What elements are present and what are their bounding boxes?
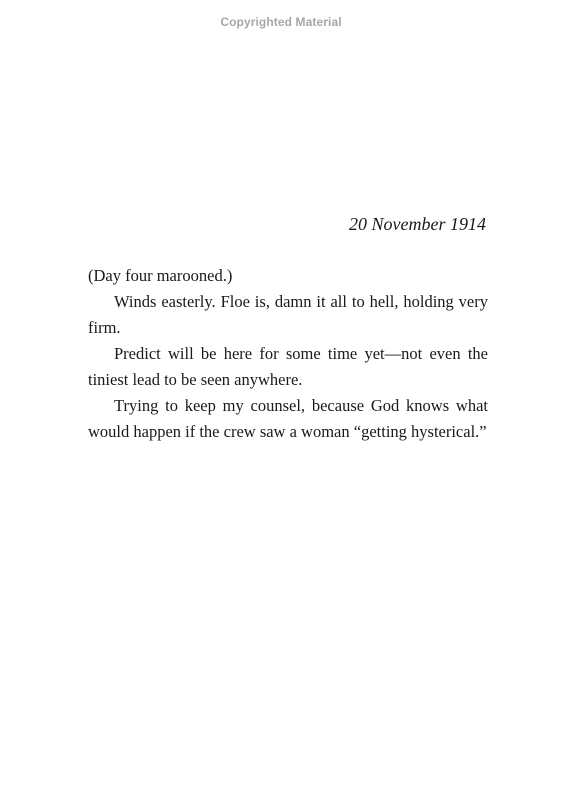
paragraph-day-note: (Day four marooned.) bbox=[88, 266, 233, 285]
copyright-watermark: Copyrighted Material bbox=[220, 15, 342, 29]
paragraph-predict: Predict will be here for some time yet—not even the tiniest lead to be seen anywhere. bbox=[88, 344, 488, 389]
journal-entry-date: 20 November 1914 bbox=[349, 214, 486, 234]
paragraph-counsel: Trying to keep my counsel, because God knows what would happen if the crew saw a woman “getting hysterical.” bbox=[88, 396, 488, 441]
journal-entry-body bbox=[88, 263, 488, 445]
paragraph-winds: Winds easterly. Floe is, damn it all to hell, holding very firm. bbox=[88, 292, 488, 337]
